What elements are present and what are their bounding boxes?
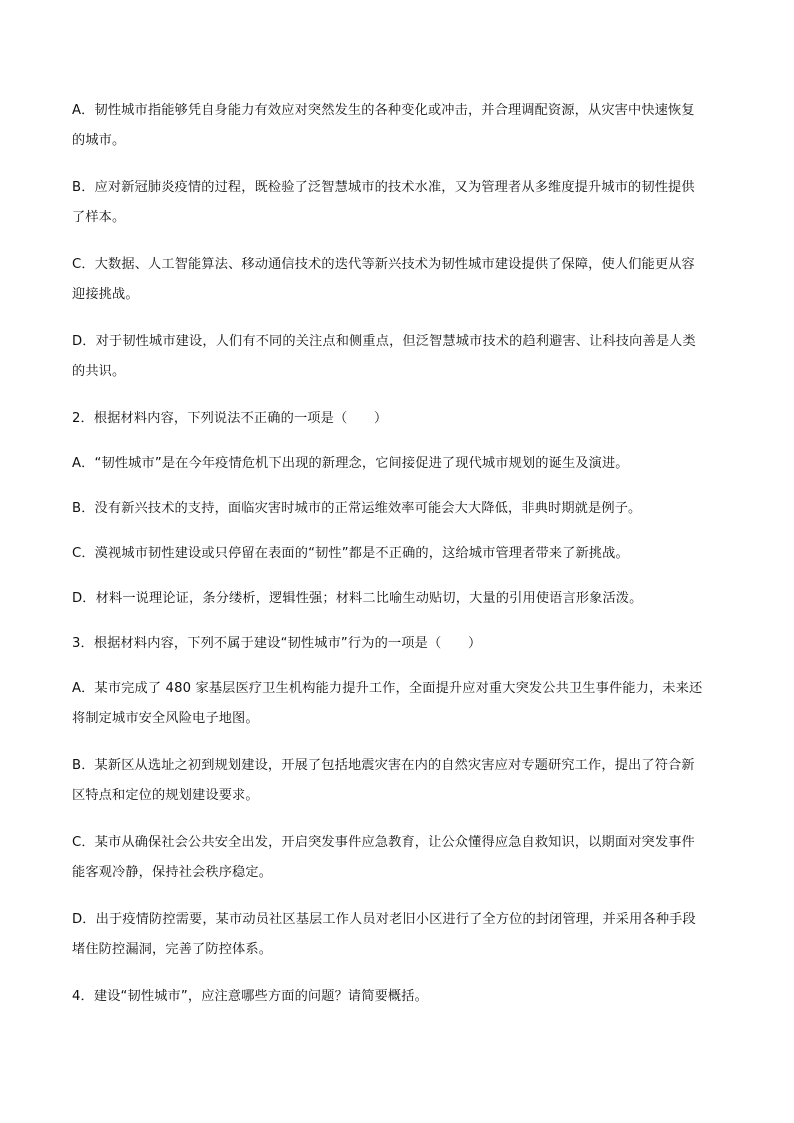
option-text-line: 了样本。	[72, 210, 126, 225]
option-3b	[72, 751, 724, 811]
option-text-line: 的共识。	[72, 364, 126, 379]
option-text-line: 的城市。	[72, 133, 126, 148]
question-4	[72, 982, 724, 1012]
option-text-line: B．没有新兴技术的支持，面临灾害时城市的正常运维效率可能会大大降低，非典时期就是例子。	[72, 501, 642, 516]
option-1c	[72, 250, 724, 310]
question-text: 4．建设“韧性城市”，应注意哪些方面的问题？请简要概括。	[72, 989, 428, 1004]
option-text-line: B．应对新冠肺炎疫情的过程，既检验了泛智慧城市的技术水准，又为管理者从多维度提升城市的韧性提供	[72, 180, 695, 195]
option-3a	[72, 674, 724, 734]
option-text-line: D．材料一说理论证，条分缕析，逻辑性强；材料二比喻生动贴切，大量的引用使语言形象活泼。	[72, 591, 643, 606]
option-1d	[72, 327, 724, 387]
option-text-line: D．出于疫情防控需要，某市动员社区基层工作人员对老旧小区进行了全方位的封闭管理，并采用各种手段	[72, 912, 696, 927]
option-text-line: A．“韧性城市”是在今年疫情危机下出现的新理念，它间接促进了现代城市规划的诞生及演进。	[72, 456, 629, 471]
option-2a	[72, 449, 724, 479]
option-2c	[72, 539, 724, 569]
option-2d	[72, 584, 724, 614]
question-2	[72, 404, 724, 434]
option-3d	[72, 905, 724, 965]
option-text-line: C．某市从确保社会公共安全出发，开启突发事件应急教育，让公众懂得应急自救知识，以期面对突发事件	[72, 835, 695, 850]
option-text-line: C．漠视城市韧性建设或只停留在表面的“韧性”都是不正确的，这给城市管理者带来了新挑战。	[72, 546, 629, 561]
option-text-line: A．韧性城市指能够凭自身能力有效应对突然发生的各种变化或冲击，并合理调配资源，从灾害中快速恢复	[72, 103, 695, 118]
option-text-line: 能客观冷静，保持社会秩序稳定。	[72, 865, 273, 880]
question-text: 3．根据材料内容，下列不属于建设“韧性城市”行为的一项是（ ）	[72, 636, 482, 651]
option-text-line: 堵住防控漏洞，完善了防控体系。	[72, 942, 273, 957]
option-text-line: D．对于韧性城市建设，人们有不同的关注点和侧重点，但泛智慧城市技术的趋利避害、让科技向善是人类	[72, 334, 696, 349]
option-3c	[72, 828, 724, 888]
option-text-line: A．某市完成了 480 家基层医疗卫生机构能力提升工作，全面提升应对重大突发公共卫生事件能力，未来还	[72, 681, 703, 696]
question-3	[72, 629, 724, 659]
option-text-line: B．某新区从选址之初到规划建设，开展了包括地震灾害在内的自然灾害应对专题研究工作，提出了符合新	[72, 758, 695, 773]
option-1a	[72, 96, 724, 156]
option-text-line: 将制定城市安全风险电子地图。	[72, 711, 259, 726]
option-text-line: 区特点和定位的规划建设要求。	[72, 788, 259, 803]
option-2b	[72, 494, 724, 524]
option-1b	[72, 173, 724, 233]
question-text: 2．根据材料内容，下列说法不正确的一项是（ ）	[72, 411, 388, 426]
option-text-line: 迎接挑战。	[72, 287, 139, 302]
option-text-line: C．大数据、人工智能算法、移动通信技术的迭代等新兴技术为韧性城市建设提供了保障，使人们能更从容	[72, 257, 695, 272]
